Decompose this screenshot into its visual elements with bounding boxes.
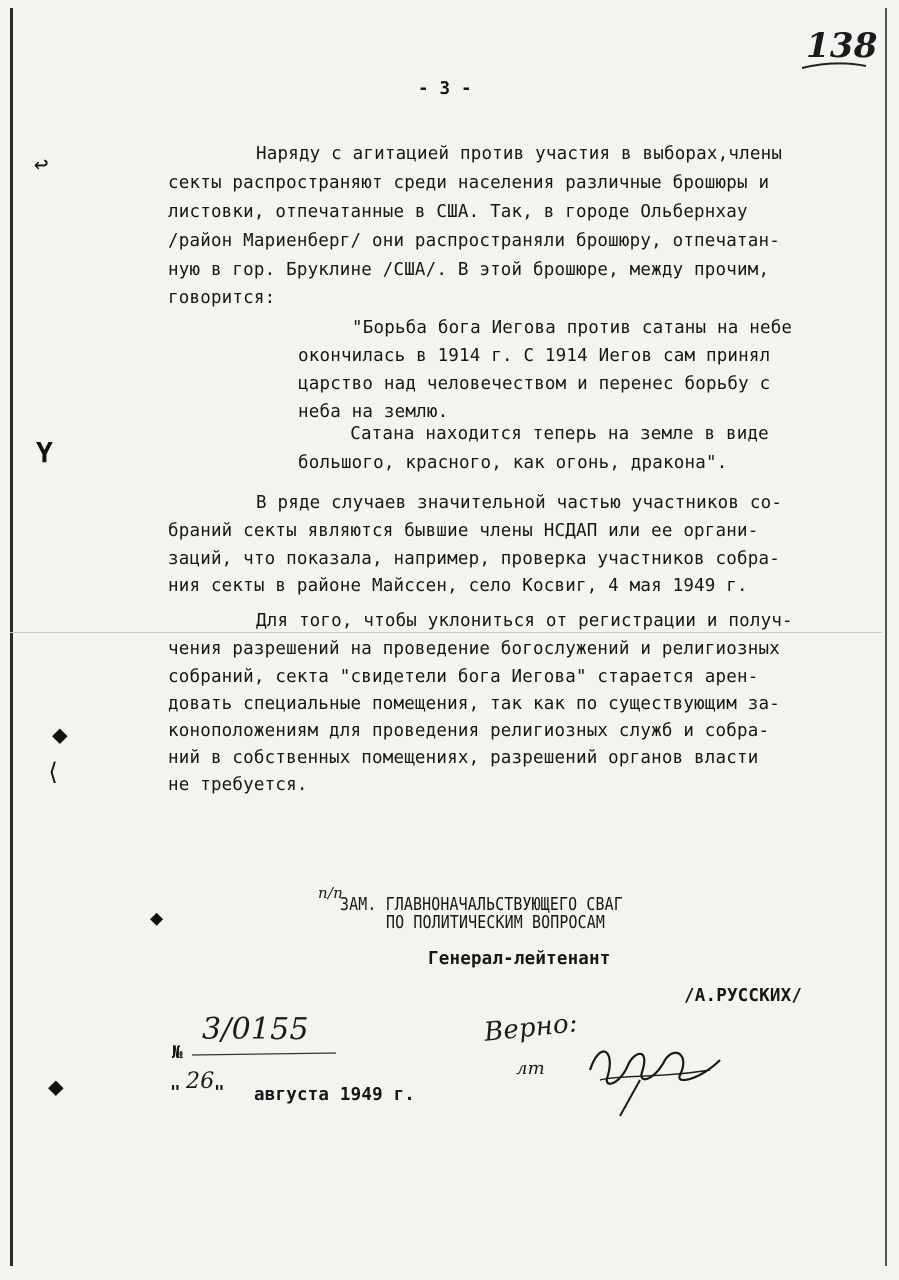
margin-mark: Y [36, 436, 53, 469]
paragraph-1-line: ную в гор. Бруклине /США/. В этой брошюре, между прочим, [168, 260, 770, 280]
paragraph-3-line: ний в собственных помещениях, разрешений органов власти [168, 748, 759, 768]
paragraph-3-line: Для того, чтобы уклониться от регистрации и получ- [256, 611, 793, 631]
margin-mark: ◆ [150, 906, 164, 931]
quote-line: "Борьба бога Иегова против сатаны на небе [352, 318, 793, 338]
paragraph-3-line: чения разрешений на проведение богослужений и религиозных [168, 639, 780, 659]
margin-mark: ◆ [48, 1072, 64, 1102]
paragraph-1-line: /район Мариенберг/ они распространяли брошюру, отпечатан- [168, 231, 780, 251]
paragraph-2-line: В ряде случаев значительной частью участников со- [256, 493, 783, 513]
paragraph-2-line: ния секты в районе Майссен, село Косвиг, 4 мая 1949 г. [168, 576, 748, 596]
paragraph-3-line: коноположениям для проведения религиозных служб и собра- [168, 721, 770, 741]
paragraph-2-line: заций, что показала, например, проверка участников собра- [168, 549, 780, 569]
signature-prefix: п/п [318, 884, 343, 902]
paragraph-3-line: не требуется. [168, 775, 308, 795]
margin-mark: ⟨ [46, 758, 61, 786]
number-label: № [172, 1043, 183, 1063]
document-number-underline [190, 1048, 340, 1062]
archive-page-number: 138 [806, 26, 878, 66]
date-quote-open: " [170, 1083, 181, 1103]
quote-line: неба на землю. [298, 402, 449, 422]
signatory-title-line-2: ПО ПОЛИТИЧЕСКИМ ВОПРОСАМ [386, 913, 606, 933]
signatory-title-line-1: ЗАМ. ГЛАВНОНАЧАЛЬСТВУЮЩЕГО СВАГ [340, 895, 623, 915]
quote-line: окончилась в 1914 г. С 1914 Иегов сам принял [298, 346, 771, 366]
signatory-name: /А.РУССКИХ/ [684, 986, 803, 1006]
handwritten-signature [580, 1030, 730, 1120]
archive-number-underline [800, 58, 870, 78]
signatory-rank: Генерал-лейтенант [428, 949, 611, 969]
quote-line: Сатана находится теперь на земле в виде [318, 424, 769, 444]
paragraph-1-line: секты распространяют среди населения различные брошюры и [168, 173, 770, 193]
margin-mark: ◆ [52, 720, 68, 750]
date-month-year: августа 1949 г. [254, 1085, 416, 1105]
paragraph-1-line: листовки, отпечатанные в США. Так, в городе Ольбернхау [168, 202, 748, 222]
paragraph-2-line: браний секты являются бывшие члены НСДАП или ее органи- [168, 521, 759, 541]
paragraph-1-line: Наряду с агитацией против участия в выборах,члены [256, 144, 783, 164]
quote-line: царство над человечеством и перенес борьбу с [298, 374, 771, 394]
date-quote-close: " [214, 1083, 225, 1103]
document-number: 3/0155 [202, 1012, 309, 1047]
paragraph-1-line: говорится: [168, 288, 276, 308]
margin-mark: ↩ [34, 150, 49, 178]
page-number: - 3 - [418, 79, 472, 99]
paragraph-3-line: собраний, секта "свидетели бога Иегова" старается арен- [168, 667, 759, 687]
verification-word: Верно: [482, 1008, 580, 1048]
paragraph-3-line: довать специальные помещения, так как по существующим за- [168, 694, 780, 714]
date-day: 26 [186, 1069, 215, 1094]
quote-line: большого, красного, как огонь, дракона". [298, 453, 728, 473]
verification-initials: лт [516, 1058, 545, 1079]
